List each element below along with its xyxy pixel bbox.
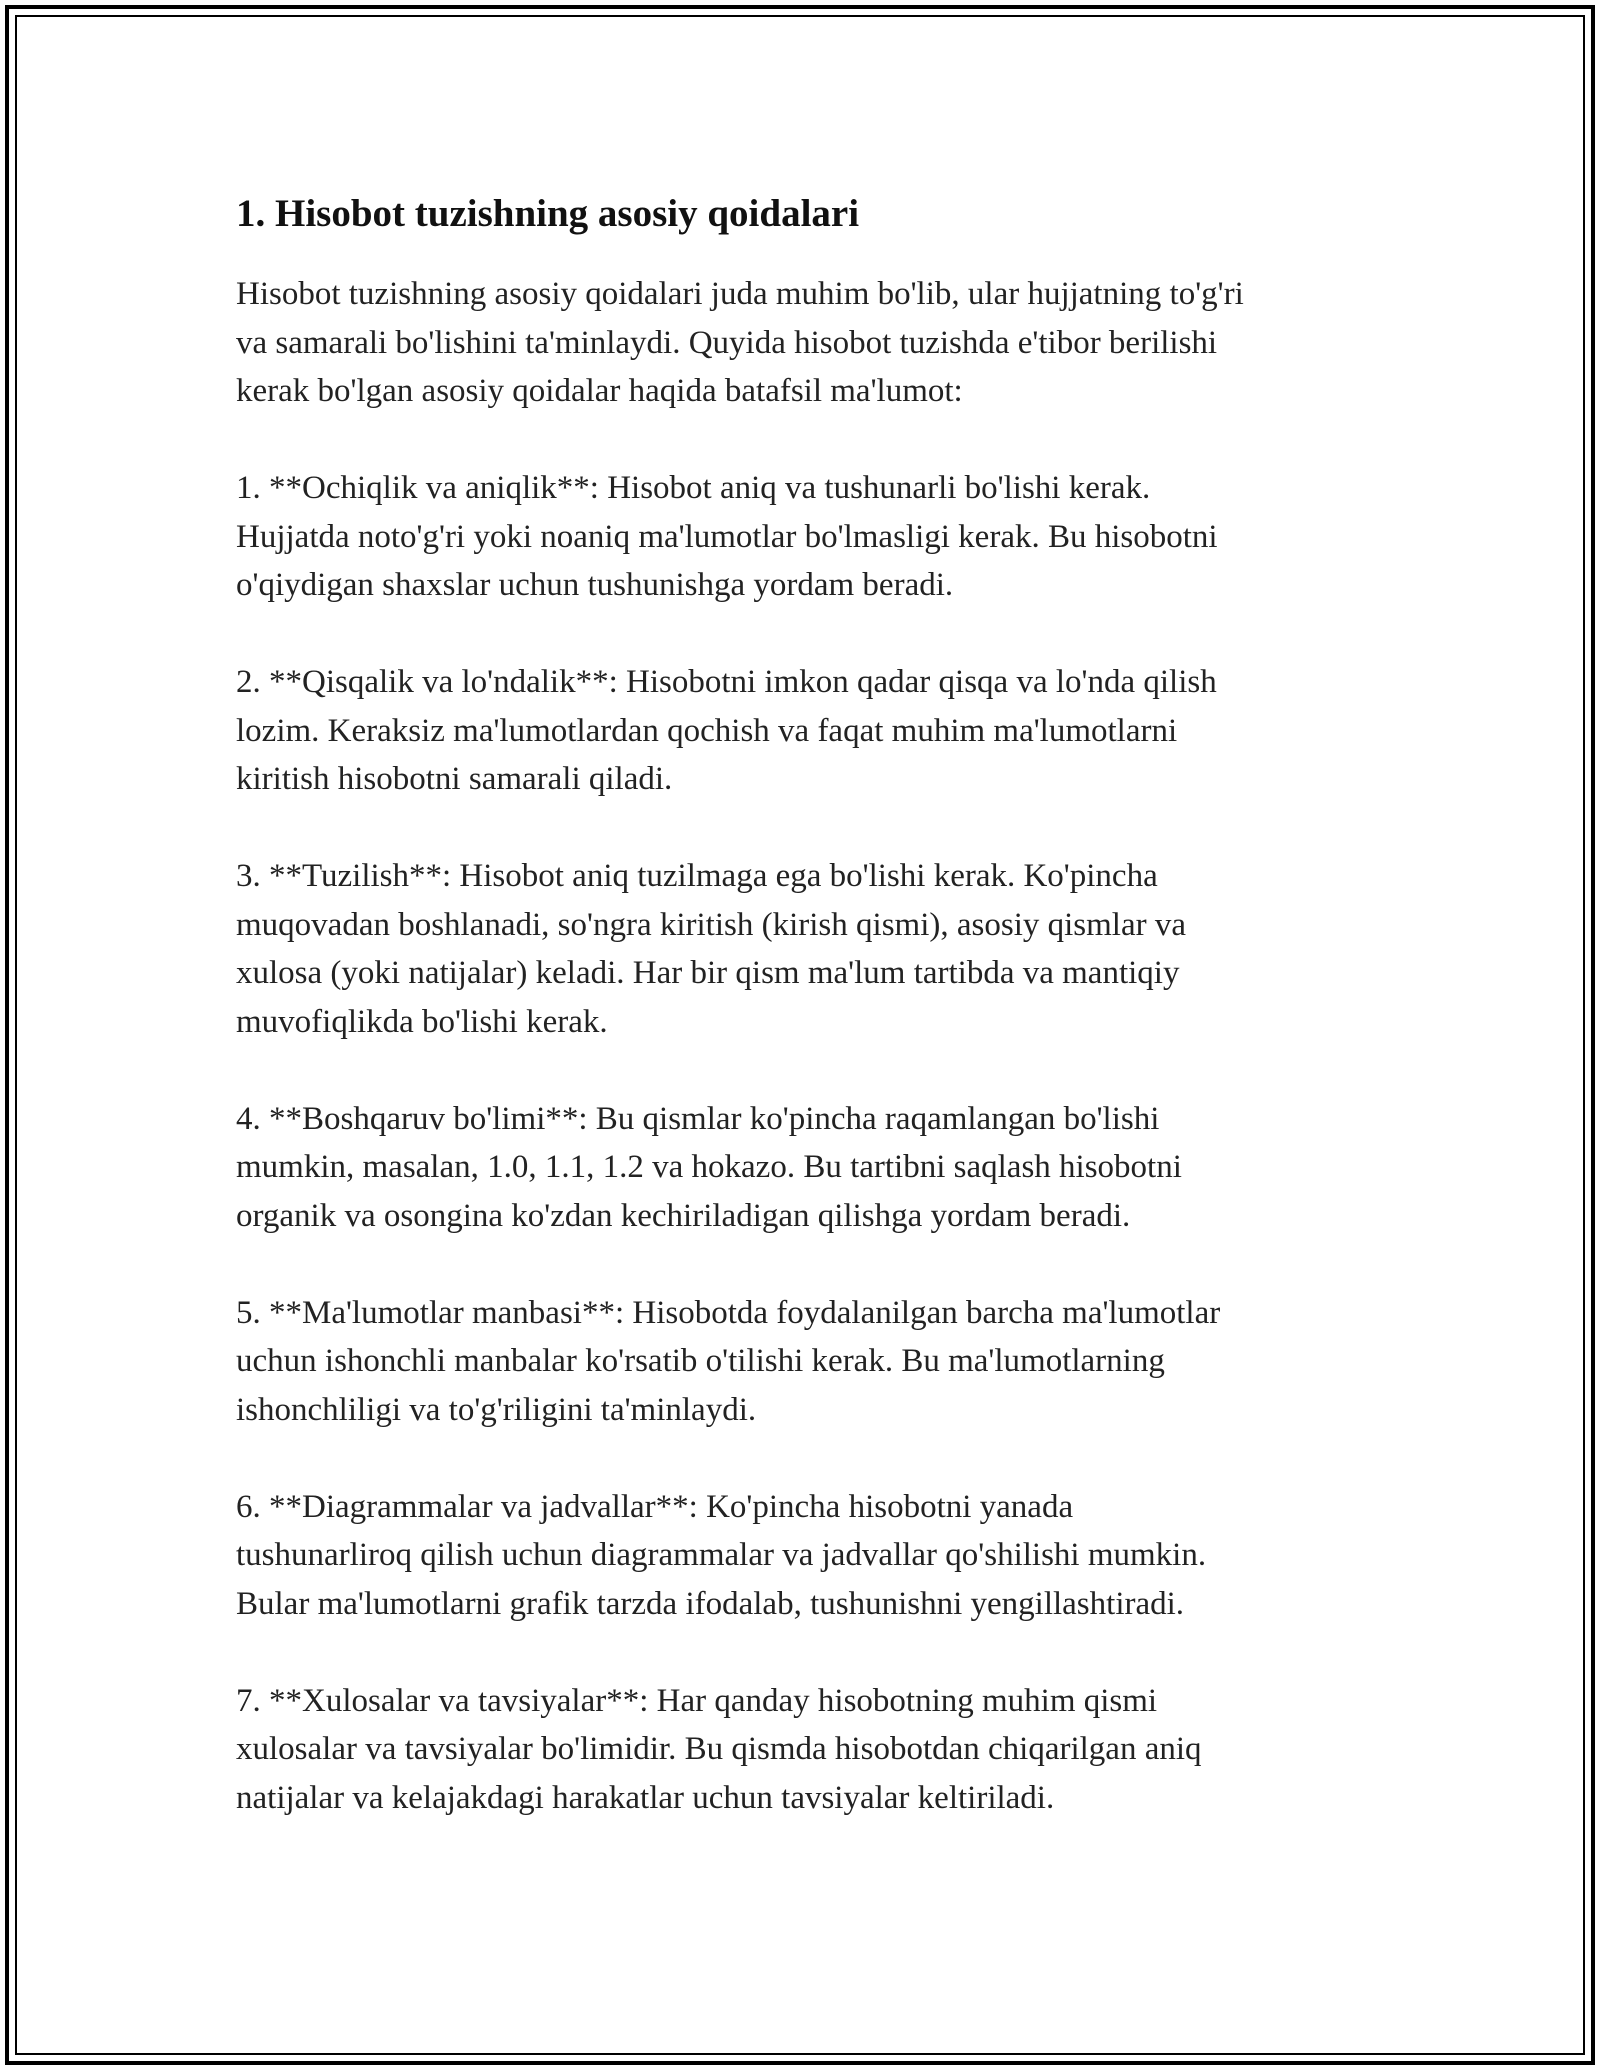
- rule-item-1: 1. **Ochiqlik va aniqlik**: Hisobot aniq va tushunarli bo'lishi kerak. Hujjatda noto'g'ri yoki noaniq ma'lumotlar bo'lmasligi kerak. Bu hisobotni o'qiydigan shaxslar uchun tushunishga yordam beradi.: [236, 470, 1218, 603]
- rule-item-5: 5. **Ma'lumotlar manbasi**: Hisobotda foydalanilgan barcha ma'lumotlar uchun ishonchli manbalar ko'rsatib o'tilishi kerak. Bu ma'lumotlarning ishonchliligi va to'g'riligini ta'minlaydi.: [236, 1294, 1221, 1428]
- rule-item-6: 6. **Diagrammalar va jadvallar**: Ko'pincha hisobotni yanada tushunarliroq qilish uchun diagrammalar va jadvallar qo'shilishi mumkin. Bular ma'lumotlarni grafik tarzda ifodalab, tushunishni yengillashtiradi.: [236, 1488, 1207, 1622]
- rule-item-4: 4. **Boshqaruv bo'limi**: Bu qismlar ko'pincha raqamlangan bo'lishi mumkin, masalan, 1.0, 1.1, 1.2 va hokazo. Bu tartibni saqlash hisobotni organik va osongina ko'zdan kechiriladigan qilishga yordam beradi.: [236, 1100, 1182, 1234]
- rule-item-3: 3. **Tuzilish**: Hisobot aniq tuzilmaga ega bo'lishi kerak. Ko'pincha muqovadan boshlanadi, so'ngra kiritish (kirish qismi), asosiy qismlar va xulosa (yoki natijalar) keladi. Har bir qism ma'lum tartibda va mantiqiy muvofiqlikda bo'lishi kerak.: [236, 858, 1186, 1040]
- document-title: 1. Hisobot tuzishning asosiy qoidalari: [236, 192, 860, 235]
- rule-item-2: 2. **Qisqalik va lo'ndalik**: Hisobotni imkon qadar qisqa va lo'nda qilish lozim. Keraksiz ma'lumotlardan qochish va faqat muhim ma'lumotlarni kiritish hisobotni samarali qiladi.: [236, 664, 1217, 797]
- intro-paragraph: Hisobot tuzishning asosiy qoidalari juda muhim bo'lib, ular hujjatning to'g'ri va samarali bo'lishini ta'minlaydi. Quyida hisobot tuzishda e'tibor berilishi kerak bo'lgan asosiy qoidalar haqida batafsil ma'lumot:: [236, 276, 1244, 409]
- document-body: [236, 190, 1386, 1822]
- rule-item-7: 7. **Xulosalar va tavsiyalar**: Har qanday hisobotning muhim qismi xulosalar va tavsiyalar bo'limidir. Bu qismda hisobotdan chiqarilgan aniq natijalar va kelajakdagi harakatlar uchun tavsiyalar keltiriladi.: [236, 1682, 1202, 1816]
